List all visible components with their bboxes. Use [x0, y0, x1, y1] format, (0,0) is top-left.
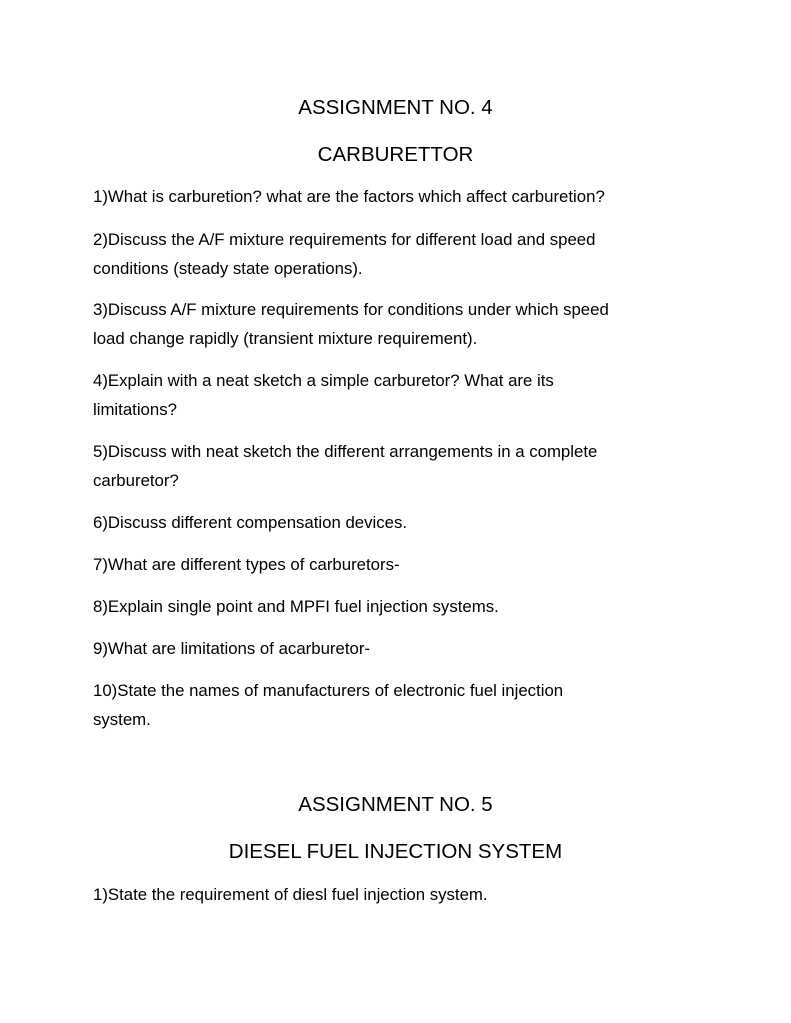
question-line: 7)What are different types of carburetors-	[93, 555, 400, 574]
question-line: conditions (steady state operations).	[93, 259, 363, 278]
assignment-4-question-3	[93, 295, 703, 353]
assignment-4-question-8	[93, 592, 703, 621]
question-line: limitations?	[93, 400, 177, 419]
question-line: load change rapidly (transient mixture requirement).	[93, 329, 478, 348]
question-line: 5)Discuss with neat sketch the different arrangements in a complete	[93, 442, 598, 461]
question-line: 9)What are limitations of acarburetor-	[93, 639, 370, 658]
assignment-5-question-1	[93, 880, 703, 909]
question-line: 10)State the names of manufacturers of electronic fuel injection	[93, 681, 564, 700]
assignment-4-question-7	[93, 550, 703, 579]
question-line: carburetor?	[93, 471, 179, 490]
question-line: 6)Discuss different compensation devices.	[93, 513, 408, 532]
assignment-4-question-4	[93, 366, 703, 424]
assignment-4-question-1	[93, 182, 703, 211]
assignment-4-question-2	[93, 225, 703, 283]
question-line: 4)Explain with a neat sketch a simple carburetor? What are its	[93, 371, 554, 390]
question-line: 1)What is carburetion? what are the factors which affect carburetion?	[93, 187, 605, 206]
assignment-4-question-6	[93, 508, 703, 537]
assignment-4-heading: ASSIGNMENT NO. 4	[298, 96, 493, 119]
question-line: 3)Discuss A/F mixture requirements for conditions under which speed	[93, 300, 609, 319]
question-line: system.	[93, 710, 151, 729]
question-line: 8)Explain single point and MPFI fuel injection systems.	[93, 597, 499, 616]
question-line: 2)Discuss the A/F mixture requirements for different load and speed	[93, 230, 596, 249]
assignment-5-heading: ASSIGNMENT NO. 5	[298, 793, 493, 816]
assignment-4-question-9	[93, 634, 703, 663]
assignment-5-subheading: DIESEL FUEL INJECTION SYSTEM	[228, 840, 563, 863]
assignment-4-question-10	[93, 676, 703, 734]
assignment-4-question-5	[93, 437, 703, 495]
question-line: 1)State the requirement of diesl fuel injection system.	[93, 885, 488, 904]
assignment-4-subheading: CARBURETTOR	[317, 143, 474, 166]
